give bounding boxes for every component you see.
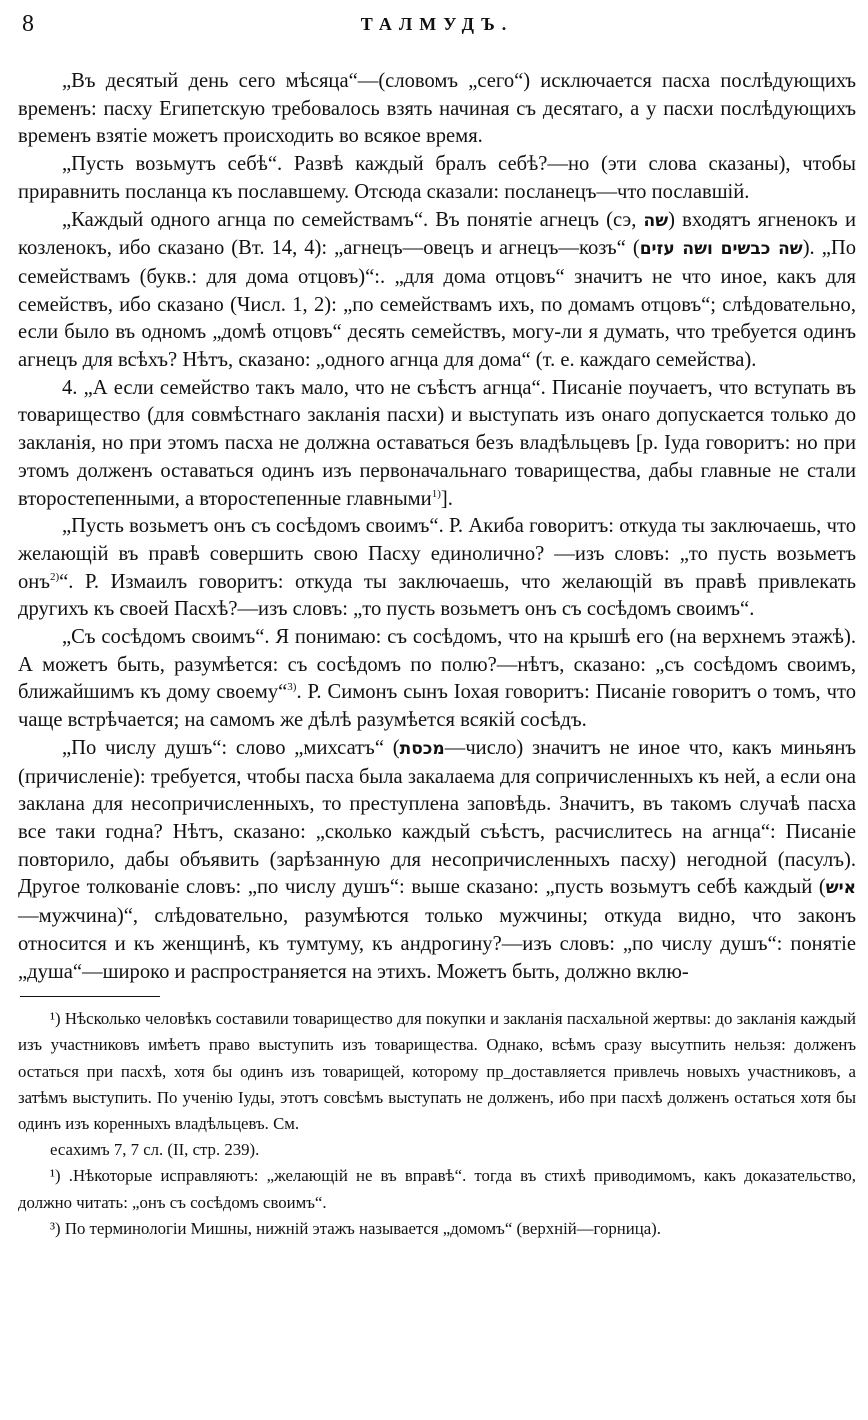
paragraph-4-tail: ]. [440,487,453,510]
hebrew-word-ish: איש [825,878,856,899]
paragraph-7 [18,735,856,986]
footnote-1-marker: ¹) [50,1009,61,1029]
paragraph-6-text: „Съ сосѣдомъ своимъ“. Я понимаю: съ сосѣдомъ, что на крышѣ его (на верхнемъ этажѣ). А можетъ быть, разумѣется: съ сосѣдомъ по полю?—нѣтъ, сказано: „съ сосѣдомъ своимъ, ближайшимъ къ дому своему“ [18,626,856,704]
paragraph-3-text-c: ). „По семействамъ (букв.: для дома отцовъ)“:. „для дома отцовъ“ значитъ не что иное, какъ для семействъ, ибо сказано (Числ. 1, 2): „по семействамъ ихъ, по домамъ отцовъ“; слѣдовательно, если было въ одномъ „домѣ отцовъ“ десять семействъ, могу-ли я думать, что требуется одинъ агнецъ для всѣхъ? Нѣтъ, сказано: „одного агнца для дома“ (т. е. каждаго семейства). [18,237,857,372]
paragraph-5-tail: “. Р. Измаилъ говоритъ: откуда ты заключаешь, что желающій въ правѣ привлекать другихъ къ своей Пасхѣ?—изъ словъ: „то пусть возьметъ онъ съ сосѣдомъ своимъ“. [18,570,856,621]
footnote-2-text: .Нѣкоторые исправляютъ: „желающій не въ вправѣ“. тогда въ стихѣ приводимомъ, какъ доказательство, должно читать: „онъ съ сосѣдомъ своимъ“. [18,1166,856,1212]
paragraph-2 [18,151,856,206]
paragraph-7-text-a: „По числу душъ“: слово „михсатъ“ ( [62,736,400,759]
paragraph-3-text-b: ) входятъ ягненокъ и козленокъ, ибо сказано (Вт. 14, 4): „агнецъ—овецъ и агнецъ—козъ“ ( [18,208,856,260]
footnote-3 [18,1216,856,1242]
paragraph-5 [18,513,856,624]
footnote-3-marker: ³) [50,1218,61,1238]
hebrew-word-mikhsat: מכסת [399,738,445,759]
paragraph-1 [18,68,856,151]
paragraph-3-text-a: „Каждый одного агнца по семействамъ“. Въ понятіе агнецъ (сэ, [62,208,644,231]
paragraph-5-text: „Пусть возьметъ онъ съ сосѣдомъ своимъ“. Р. Акиба говоритъ: откуда ты заключаешь, что желающій въ правѣ совершить свою Пасху единолично? —изъ словъ: „то пусть возьметъ онъ [18,515,856,593]
paragraph-2-text: „Пусть возьмутъ себѣ“. Развѣ каждый бралъ себѣ?—но (эти слова сказаны), чтобы приравнить посланца къ пославшему. Отсюда сказали: посланецъ—что пославшій. [18,153,856,203]
footnote-1-text: Нѣсколько человѣкъ составили товарищество для покупки и закланія пасхальной жертвы: до закланія каждый изъ участниковъ имѣетъ право выступить изъ товарищества. Однако, всѣмъ сразу высутпить нельзя: долженъ остаться при пасхѣ, хотя бы одинъ изъ товарищей, которому пр_доставляется привлечь новыхъ участниковъ, а затѣмъ выступить. По ученію Іуды, этотъ совсѣмъ выступать не долженъ, ибо при пасхѣ долженъ остаться хотя бы одинъ изъ коренныхъ владѣльцевъ. См. [18,1009,856,1134]
paragraph-3 [18,207,856,375]
footnote-2-marker: ¹) [50,1166,61,1186]
footnote-divider [20,996,160,997]
paragraph-7-text-c: —мужчина)“, слѣдовательно, разумѣются только мужчины; откуда видно, что законъ относится и къ женщинѣ, къ тумтуму, къ андрогину?—изъ словъ: „по числу душъ“: понятіе „душа“—широко и распространяется на этихъ. Можетъ быть, должно вклю- [18,905,856,983]
footnote-1-continuation-text: есахимъ 7, 7 сл. (II, стр. 239). [50,1140,260,1160]
running-title: ТАЛМУДЪ. [360,14,514,34]
page-header [18,8,856,52]
page-number: 8 [22,11,34,37]
paragraph-4-text: 4. „А если семейство такъ мало, что не съѣстъ агнца“. Писаніе поучаетъ, что вступать въ товарищество (для совмѣстнаго закланія пасхи) и выступать изъ онаго допускается только до закланія, но при этомъ пасха не должна оставаться безъ владѣльцевъ [р. Іуда говоритъ: но при этомъ долженъ оставаться одинъ изъ первоначальнаго товарищества, дабы главные не стали второстепенными, а второстепенные главными [18,376,856,510]
paragraph-7-text-b: —число) значитъ не иное что, какъ миньянъ (причисленіе): требуется, чтобы пасха была закалаема для сопричисленныхъ къ ней, а если она заклана для несопричисленныхъ, то преступлена заповѣдь. Значитъ, въ такомъ случаѣ пасха все таки годна? Нѣтъ, сказано: „сколько каждый съѣстъ, расчислитесь на агнца“: Писаніе повторило, дабы объявить (зарѣзанную для несопричисленныхъ пасху) негодной (пасулъ). Другое толкованіе словъ: „по числу душъ“: выше сказано: „пусть возьмутъ себѣ каждый ( [18,736,856,899]
main-text [18,68,856,986]
footnote-ref-3[interactable]: 3) [287,681,297,694]
paragraph-4 [18,375,856,514]
paragraph-6-tail: . Р. Симонъ сынъ Іохая говоритъ: Писаніе говоритъ о томъ, что чаще встрѣчается; на самомъ же дѣлѣ разумѣется всякій сосѣдъ. [18,681,857,732]
footnote-ref-1[interactable]: 1) [431,487,441,500]
footnotes [18,1006,856,1242]
page [18,8,856,1242]
footnote-3-text: По терминологіи Мишны, нижній этажъ называется „домомъ“ (верхній—горница). [64,1218,661,1238]
footnote-2 [18,1163,856,1215]
paragraph-1-text: „Въ десятый день сего мѣсяца“—(словомъ „сего“) исключается пасха послѣдующихъ временъ: пасху Египетскую требовалось взять начиная съ десятаго, а у пасхи послѣдующихъ временъ взятіе можетъ происходить во всякое время. [18,70,856,148]
footnote-1-continuation [18,1137,856,1163]
footnote-1 [18,1006,856,1137]
hebrew-word-se: שה [643,210,669,231]
footnote-ref-2[interactable]: 2) [49,570,60,583]
hebrew-quote: שה כבשים ושה עזים [639,239,803,260]
paragraph-6 [18,624,856,735]
